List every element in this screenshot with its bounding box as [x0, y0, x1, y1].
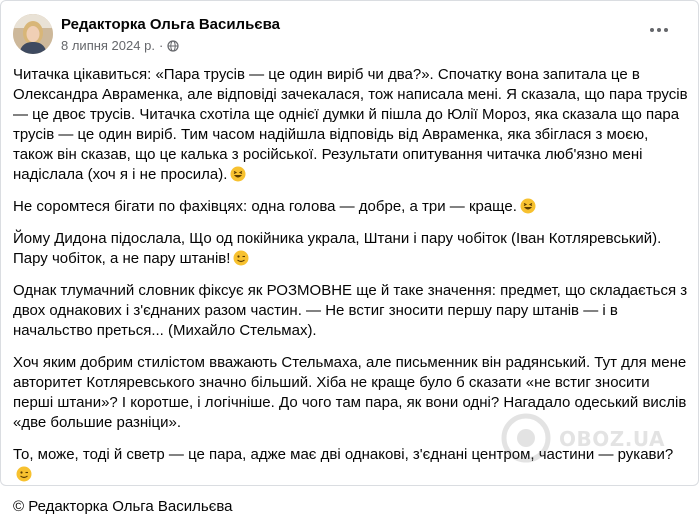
- post-paragraph: Однак тлумачний словник фіксує як РОЗМОВНЕ ще й таке значення: предмет, що складається з двох однакових і з'єднаних разом частин. — Не встиг зносити першу пару штанів — і в начальство преться... (Михайло Стельмах).: [13, 282, 688, 339]
- post-body: [13, 65, 689, 529]
- laughing-emoji-icon: [230, 166, 246, 182]
- post-header: [13, 12, 673, 58]
- post-date[interactable]: 8 липня 2024 р.: [61, 38, 155, 53]
- laughing-emoji-icon: [520, 198, 536, 214]
- post-paragraph: Йому Дидона підослала, Що од покійника украла, Штани і пару чобіток (Іван Котляревський). Пару чобіток, а не пару штанів!: [13, 230, 662, 267]
- post-paragraph: Хоч яким добрим стилістом вважають Стельмаха, але письменник він радянський. Тут для мене авторитет Котляревського значно більший. Хіба не краще було б сказати «не встиг зносити перші штани»? І коротше, і логічніше. До чого там пара, як вони одні? Нагадало одеський вислів «две большие разніци».: [13, 354, 687, 431]
- meta-separator: ·: [158, 38, 164, 53]
- winking-emoji-icon: [16, 466, 32, 482]
- post-paragraph: Читачка цікавиться: «Пара трусів — це один виріб чи два?». Спочатку вона запитала це в Олександра Авраменка, але відповіді зачекалася, тож написала мені. Я сказала, що пара трусів — це двоє трусів. Читачка схотіла ще однієї думки й пішла до Юлії Мороз, яка сказала що пара трусів — це один виріб. Тим часом надійшла відповідь від Авраменка, яка збіглася з моєю, також він сказав, що це калька з російської. Результати опитування читачка люб'язно мені надіслала (хоч я і не просила).: [13, 66, 688, 183]
- post-paragraph: Не соромтеся бігати по фахівцях: одна голова — добре, а три — краще.: [13, 197, 689, 217]
- more-options-icon[interactable]: [645, 20, 673, 40]
- post-meta: [61, 38, 179, 53]
- post-copyright: © Редакторка Ольга Васильєва: [13, 498, 233, 515]
- watermark-text: OBOZ.UA: [559, 427, 665, 451]
- globe-icon: [167, 40, 179, 52]
- author-name[interactable]: Редакторка Ольга Васильєва: [61, 16, 280, 33]
- winking-emoji-icon: [233, 250, 249, 266]
- author-avatar[interactable]: [13, 14, 53, 54]
- post-paragraph: То, може, тоді й светр — це пара, адже має дві однакові, з'єднані центром, частини — рукави?: [13, 445, 689, 485]
